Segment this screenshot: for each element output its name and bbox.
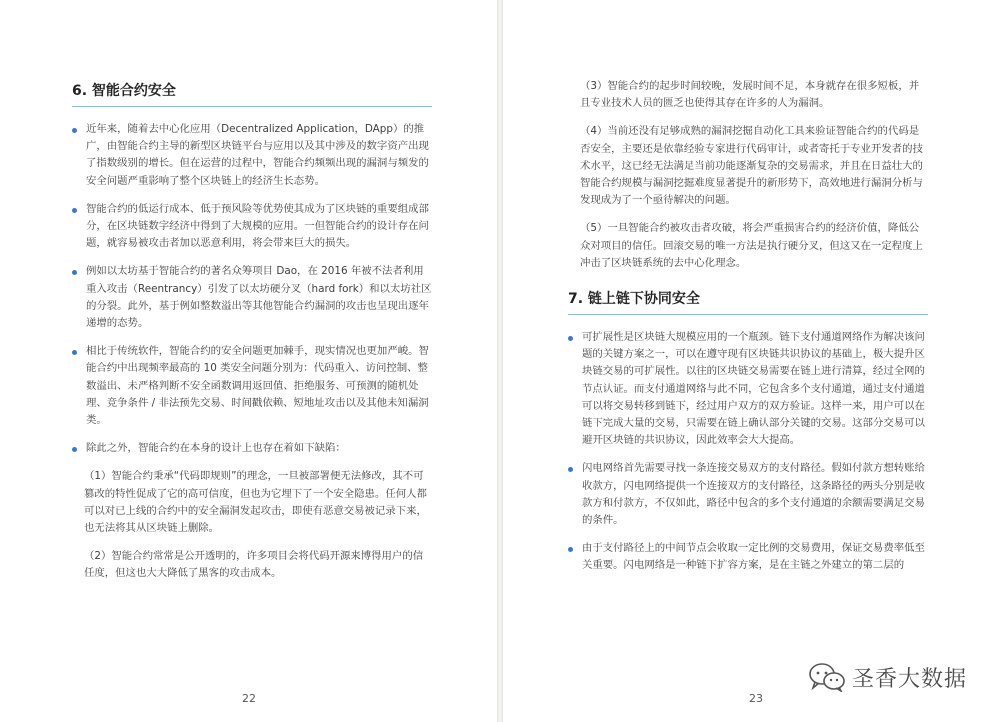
page-number: 22: [242, 692, 256, 705]
bullet-item: [72, 121, 432, 190]
watermark-text: 圣香大数据: [852, 666, 968, 692]
bullet-text: 除此之外，智能合约在本身的设计上也存在着如下缺陷：: [86, 442, 346, 455]
bullet-dot-icon: [568, 547, 573, 552]
paragraph: （2）智能合约常常是公开透明的，许多项目会将代码开源来博得用户的信任度，但这也大大降低了黑客的攻击成本。: [84, 550, 424, 580]
page-number: 23: [749, 692, 763, 705]
paragraph: （4）当前还没有足够成熟的漏洞挖掘自动化工具来验证智能合约的代码是否安全，主要还是依靠经验专家进行代码审计，或者寄托于专业开发者的技术水平，这已经无法满足当前功能逐渐复杂的交易需求，并且在日益壮大的智能合约规模与漏洞挖掘难度显著提升的新形势下，高效地进行漏洞分析与发现成为了一个亟待解决的问题。: [580, 125, 923, 207]
bullet-item: [72, 343, 432, 429]
right-page: [503, 0, 1000, 722]
bullet-item: [72, 440, 432, 457]
section-title: 6. 智能合约安全: [72, 80, 432, 107]
bullet-dot-icon: [72, 270, 77, 275]
bullet-dot-icon: [72, 208, 77, 213]
paragraph: （5）一旦智能合约被攻击者攻破，将会严重损害合约的经济价值，降低公众对项目的信任。回滚交易的唯一方法是执行硬分叉，但这又在一定程度上冲击了区块链系统的去中心化理念。: [580, 222, 923, 269]
bullet-text: 相比于传统软件，智能合约的安全问题更加棘手，现实情况也更加严峻。智能合约中出现频率最高的 10 类安全问题分别为：代码重入、访问控制、整数溢出、未严格判断不安全函数调用返回值、拒绝服务、可预测的随机处理、竞争条件 / 非法预先交易、时间戳依赖、短地址攻击以及其他未知漏洞类。: [86, 345, 429, 427]
bullet-dot-icon: [72, 350, 77, 355]
bullet-text: 例如以太坊基于智能合约的著名众筹项目 Dao，在 2016 年被不法者利用重入攻击（Reentrancy）引发了以太坊硬分叉（hard fork）和以太坊社区的分裂。此外，基于例如整数溢出等其他智能合约漏洞的攻击也呈现出逐年递增的态势。: [86, 265, 432, 330]
bullet-text: 由于支付路径上的中间节点会收取一定比例的交易费用，保证交易费率低至关重要。闪电网络是一种链下扩容方案，是在主链之外建立的第二层的: [582, 542, 925, 572]
wechat-icon: [808, 662, 846, 692]
paragraph: （3）智能合约的起步时间较晚，发展时间不足，本身就存在很多短板，并且专业技术人员的匮乏也使得其存在许多的人为漏洞。: [580, 80, 920, 110]
left-page: [0, 0, 497, 722]
bullet-item: [72, 201, 432, 253]
bullet-item: [568, 540, 928, 574]
bullet-dot-icon: [72, 447, 77, 452]
bullet-dot-icon: [568, 336, 573, 341]
bullet-item: [72, 263, 432, 332]
paragraph: （1）智能合约秉承“代码即规则”的理念，一旦被部署便无法修改，其不可篡改的特性促成了它的高可信度，但也为它埋下了一个安全隐患。任何人都可以对已上线的合约中的安全漏洞发起攻击，即使有恶意交易被记录下来，也无法将其从区块链上删除。: [84, 470, 427, 535]
bullet-dot-icon: [72, 128, 77, 133]
section-title: 7. 链上链下协同安全: [568, 288, 928, 315]
bullet-item: [568, 329, 928, 449]
bullet-dot-icon: [568, 467, 573, 472]
watermark: [808, 660, 967, 694]
bullet-text: 智能合约的低运行成本、低于预风险等优势使其成为了区块链的重要组成部分，在区块链数字经济中得到了大规模的应用。一但智能合约的设计存在问题，就容易被攻击者加以恶意利用，将会带来巨大的损失。: [86, 202, 429, 250]
bullet-text: 闪电网络首先需要寻找一条连接交易双方的支付路径。假如付款方想转账给收款方，闪电网络提供一个连接双方的支付路径，这条路径的两头分别是收款方和付款方，不仅如此，路径中包含的多个支付通道的余额需要满足交易的条件。: [582, 462, 925, 527]
right-page-content: [568, 78, 928, 586]
bullet-item: [568, 460, 928, 529]
bullet-text: 近年来，随着去中心化应用（Decentralized Application，DApp）的推广，由智能合约主导的新型区块链平台与应用以及其中涉及的数字资产出现了指数级别的增长。但在运营的过程中，智能合约频频出现的漏洞与频发的安全问题严重影响了整个区块链上的经济生长态势。: [86, 123, 429, 187]
left-page-content: [72, 80, 432, 594]
bullet-text: 可扩展性是区块链大规模应用的一个瓶颈。链下支付通道网络作为解决该问题的关键方案之一，可以在遵守现有区块链共识协议的基础上，极大提升区块链交易的可扩展性。以往的区块链交易需要在链上进行清算，经过全网的节点认证。而支付通道网络与此不同，它包含多个支付通道，通过支付通道可以将交易转移到链下，经过用户双方的双方验证。这样一来，用户可以在链下完成大量的交易，只需要在链上确认部分关键的交易。这部分交易可以避开区块链的共识协议，因此效率会大大提高。: [582, 331, 925, 447]
